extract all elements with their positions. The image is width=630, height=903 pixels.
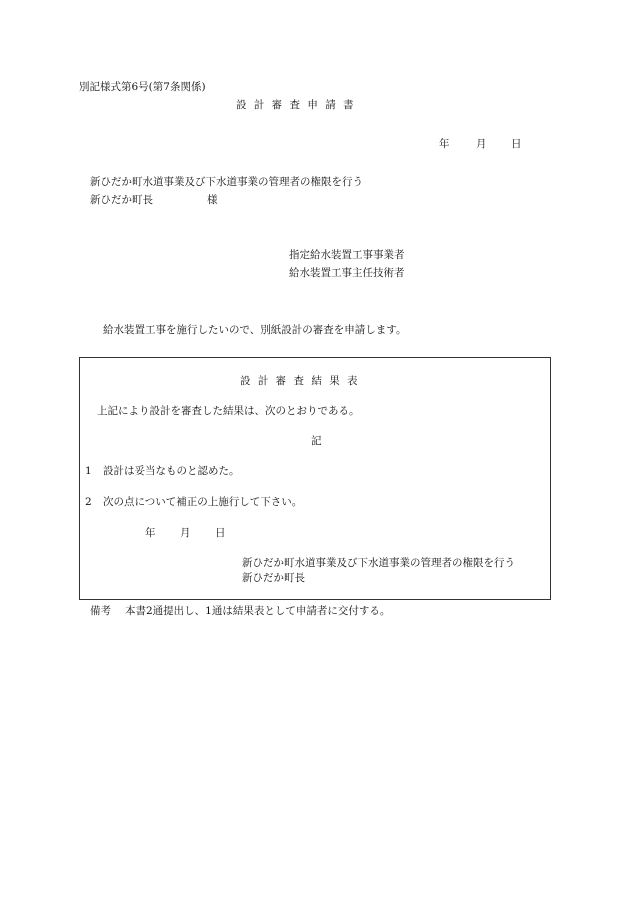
date-day: 日: [511, 138, 522, 150]
item2-number: 2: [85, 496, 92, 508]
remarks-text: 本書2通提出し、1通は結果表として申請者に交付する。: [125, 605, 391, 617]
result-intro: 上記により設計を審査した結果は、次のとおりである。: [97, 405, 360, 417]
result-title: 設 計 審 査 結 果 表: [240, 375, 358, 387]
remarks-label: 備考: [90, 605, 111, 617]
form-label: 別記様式第6号(第7条関係): [79, 81, 206, 93]
addressee-honorific: 様: [207, 194, 218, 206]
issuer-line2: 新ひだか町長: [242, 572, 305, 584]
item1-text: 設計は妥当なものと認めた。: [103, 465, 240, 477]
item2-text: 次の点について補正の上施行して下さい。: [103, 496, 303, 508]
addressee-line1: 新ひだか町水道事業及び下水道事業の管理者の権限を行う: [90, 176, 363, 188]
applicant-line2: 給水装置工事主任技術者: [289, 267, 405, 279]
item1-number: 1: [85, 465, 92, 477]
result-ki: 記: [311, 435, 322, 447]
result-date-day: 日: [215, 527, 226, 539]
result-date-month: 月: [180, 527, 191, 539]
applicant-line1: 指定給水装置工事事業者: [289, 249, 405, 261]
addressee-line2: 新ひだか町長: [90, 194, 153, 206]
document-title: 設 計 審 査 申 請 書: [236, 99, 354, 111]
issuer-line1: 新ひだか町水道事業及び下水道事業の管理者の権限を行う: [242, 557, 515, 569]
date-month: 月: [476, 138, 487, 150]
date-year: 年: [439, 138, 450, 150]
request-text: 給水装置工事を施行したいので、別紙設計の審査を申請します。: [103, 324, 407, 336]
result-date-year: 年: [145, 527, 156, 539]
